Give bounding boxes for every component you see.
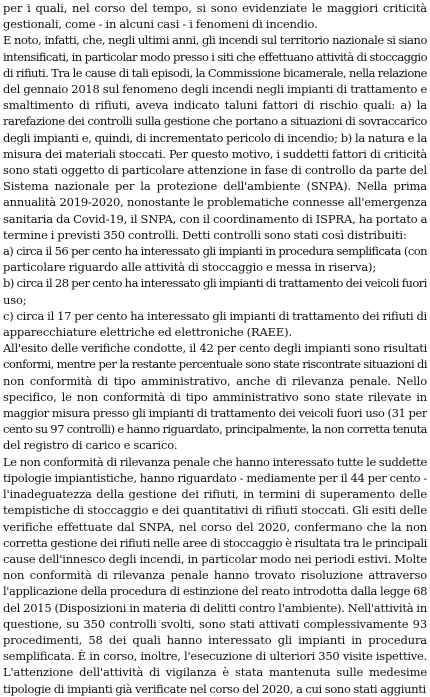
text-line: del 2015 (Disposizioni in materia di delitti contro l'ambiente). Nell'attività in bbox=[3, 600, 427, 615]
paragraph-p1 bbox=[3, 0, 427, 32]
text-line: tipologie impiantistiche, hanno riguardato - mediamente per il 44 per cento - bbox=[3, 470, 427, 485]
text-line: particolare riguardo alle attività di stoccaggio e messa in riserva); bbox=[3, 260, 377, 275]
text-line: del registro di carico e scarico. bbox=[3, 438, 178, 453]
paragraph-p3 bbox=[3, 243, 427, 275]
text-line: E noto, infatti, che, negli ultimi anni, gli incendi sul territorio nazionale si siano bbox=[3, 33, 427, 48]
text-line: non conformità di rilevanza penale hanno trovato risoluzione attraverso bbox=[3, 568, 427, 583]
text-line: intensificati, in particolar modo presso i siti che effettuano attività di stoccaggio bbox=[3, 49, 427, 64]
text-line: L'attenzione dell'attività di vigilanza è stata mantenuta sulle medesime bbox=[3, 665, 427, 680]
text-line: termine i previsti 350 controlli. Detti controlli sono stati così distribuiti: bbox=[3, 227, 407, 242]
text-line: Sistema nazionale per la protezione dell'ambiente (SNPA). Nella prima bbox=[3, 179, 427, 194]
text-line: l'inadeguatezza della gestione dei rifiuti, in termini di superamento delle bbox=[3, 487, 427, 502]
text-line: conformi, mentre per la restante percentuale sono state riscontrate situazioni di bbox=[3, 357, 427, 372]
text-line: annualità 2019-2020, nonostante le problematiche connesse all'emergenza bbox=[3, 195, 427, 210]
text-line: rarefazione dei controlli sulla gestione che portano a situazioni di sovraccarico bbox=[3, 114, 427, 129]
text-line: c) circa il 17 per cento ha interessato gli impianti di trattamento dei rifiuti di bbox=[3, 308, 427, 323]
text-line: sono stati oggetto di particolare attenzione in fase di controllo da parte del bbox=[3, 163, 427, 178]
paragraph-p5 bbox=[3, 308, 427, 340]
text-line: b) circa il 28 per cento ha interessato gli impianti di trattamento dei veicoli fuori bbox=[3, 276, 427, 291]
text-line: maggior misura presso gli impianti di trattamento dei veicoli fuori uso (31 per bbox=[3, 406, 427, 421]
text-line: questione, su 350 controlli svolti, sono stati attivati complessivamente 93 bbox=[3, 616, 427, 631]
document-body bbox=[3, 0, 427, 697]
text-line: semplificata. È in corso, inoltre, l'esecuzione di ulteriori 350 visite ispettive. bbox=[3, 649, 427, 664]
text-line: cause dell'innesco degli incendi, in particolar modo nei periodi estivi. Molte bbox=[3, 551, 427, 566]
text-line: di rifiuti. Tra le cause di tali episodi, la Commissione bicamerale, nella relazione bbox=[3, 65, 427, 80]
text-line: All'esito delle verifiche condotte, il 42 per cento degli impianti sono risultati bbox=[3, 341, 427, 356]
text-line: verifiche effettuate dal SNPA, nel corso del 2020, confermano che la non bbox=[3, 519, 427, 534]
text-line: del gennaio 2018 sul fenomeno degli incendi negli impianti di trattamento e bbox=[3, 82, 427, 97]
text-line: Le non conformità di rilevanza penale che hanno interessato tutte le suddette bbox=[3, 454, 427, 469]
paragraph-p7 bbox=[3, 454, 427, 697]
text-line: cento su 97 controlli) e hanno riguardato, principalmente, la non corretta tenuta bbox=[3, 422, 427, 437]
text-line: smaltimento di rifiuti, aveva indicato taluni fattori di rischio quali: a) la bbox=[3, 98, 427, 113]
text-line: gestionali, come - in alcuni casi - i fenomeni di incendio. bbox=[3, 17, 318, 32]
text-line: non conformità di tipo amministrativo, anche di rilevanza penale. Nello bbox=[3, 373, 427, 388]
text-line: apparecchiature elettriche ed elettroniche (RAEE). bbox=[3, 325, 293, 340]
text-line: uso; bbox=[3, 292, 27, 307]
paragraph-p4 bbox=[3, 275, 427, 307]
text-line: procedimenti, 58 dei quali hanno interessato gli impianti in procedura bbox=[3, 632, 427, 647]
text-line: degli impianti e, quindi, di incrementato pericolo di incendio; b) la natura e la bbox=[3, 130, 427, 145]
paragraph-p6 bbox=[3, 340, 427, 453]
text-line: tipologie di impianti già verificate nel corso del 2020, a cui sono stati aggiunti bbox=[3, 681, 426, 696]
text-line: a) circa il 56 per cento ha interessato gli impianti in procedura semplificata (con bbox=[3, 244, 427, 259]
text-line: l'applicazione della procedura di estinzione del reato introdotta dalla legge 68 bbox=[3, 584, 427, 599]
text-line: misura dei materiali stoccati. Per questo motivo, i suddetti fattori di criticità bbox=[3, 146, 427, 161]
text-line: specifico, le non conformità di tipo amministrativo sono state rilevate in bbox=[3, 389, 427, 404]
paragraph-p2 bbox=[3, 32, 427, 243]
text-line: sanitaria da Covid-19, il SNPA, con il coordinamento di ISPRA, ha portato a bbox=[3, 211, 427, 226]
text-line: per i quali, nel corso del tempo, si sono evidenziate le maggiori criticità bbox=[3, 1, 427, 15]
text-line: tempistiche di stoccaggio e dei quantitativi di rifiuti stoccati. Gli esiti delle bbox=[3, 503, 427, 518]
text-line: corretta gestione dei rifiuti nelle aree di stoccaggio è risultata tra le principali bbox=[3, 535, 427, 550]
